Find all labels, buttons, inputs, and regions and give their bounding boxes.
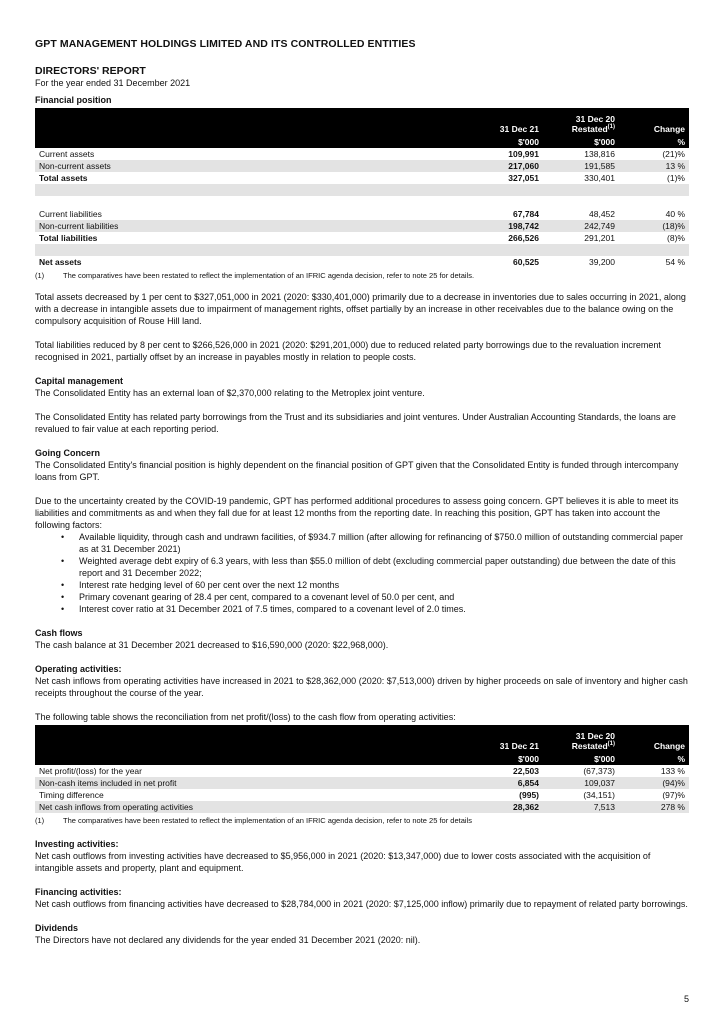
table-footnote: (1) The comparatives have been restated to reflect the implementation of an IFRIC agenda decision, refer to note 25 for details bbox=[35, 816, 472, 826]
col-header-2020: 31 Dec 20 Restated$^{(1)}$ bbox=[543, 108, 619, 136]
table-header-row bbox=[35, 725, 689, 753]
col-header-2021: 31 Dec 21 bbox=[435, 108, 543, 136]
cash-flows-heading: Cash flows bbox=[35, 628, 83, 639]
table-units-row: $'000 $'000 % bbox=[35, 136, 689, 148]
table-row: Non-cash items included in net profit 6,854 109,037 (94)% bbox=[35, 777, 689, 789]
total-assets-paragraph: Total assets decreased by 1 per cent to $327,051,000 in 2021 (2020: $330,401,000) primarily due to a decrease in inventories due to sales occurring in 2021, along with a decrease in intangible assets due to impairment of management rights, offset partially by an increase in other receivables due to the balance owing on the compulsory acquisition of Rouse Hill land. bbox=[35, 292, 686, 327]
company-name: GPT MANAGEMENT HOLDINGS LIMITED AND ITS CONTROLLED ENTITIES bbox=[35, 38, 416, 50]
capital-management-heading: Capital management bbox=[35, 376, 124, 387]
table-row-total: Net cash inflows from operating activities 28,362 7,513 278 % bbox=[35, 801, 689, 813]
table-units-row: $'000 $'000 % bbox=[35, 753, 689, 765]
table-row: Non-current liabilities 198,742 242,749 (18)% bbox=[35, 220, 689, 232]
table-row: Non-current assets 217,060 191,585 13 % bbox=[35, 160, 689, 172]
financial-position-table bbox=[35, 108, 689, 268]
table-footnote: (1) The comparatives have been restated to reflect the implementation of an IFRIC agenda decision, refer to note 25 for details. bbox=[35, 271, 475, 281]
table-row-total: Total assets 327,051 330,401 (1)% bbox=[39, 173, 685, 184]
dividends-paragraph: The Directors have not declared any dividends for the year ended 31 December 2021 (2020: nil). bbox=[35, 935, 421, 946]
table-row: Current liabilities 67,784 48,452 40 % bbox=[39, 209, 685, 220]
table-row-total: Total liabilities 266,526 291,201 (8)% bbox=[39, 233, 685, 244]
col-header-2021: 31 Dec 21 bbox=[435, 725, 543, 753]
report-period: For the year ended 31 December 2021 bbox=[35, 78, 191, 88]
table-row: Timing difference (995) (34,151) (97)% bbox=[39, 790, 685, 801]
financing-activities-paragraph: Net cash outflows from financing activities have decreased to $28,784,000 in 2021 (2020: $7,125,000 inflow) primarily due to repayment of related party borrowings. bbox=[35, 899, 688, 910]
capital-paragraph-1: The Consolidated Entity has an external loan of $2,370,000 relating to the Metroplex joint venture. bbox=[35, 388, 425, 399]
col-header-change: Change bbox=[619, 108, 689, 136]
document-page bbox=[35, 38, 689, 946]
table-row: Net profit/(loss) for the year 22,503 (67,373) 133 % bbox=[39, 766, 685, 777]
list-item: • Interest cover ratio at 31 December 2021 of 7.5 times, compared to a covenant level of 2.0 times. bbox=[79, 603, 689, 615]
going-concern-factors bbox=[35, 531, 689, 615]
list-item: • Interest rate hedging level of 60 per cent over the next 12 months bbox=[79, 579, 689, 591]
list-item: • Available liquidity, through cash and undrawn facilities, of $934.7 million (after allowing for refinancing of $750.0 million of outstanding commercial paper as at 31 December 2021) bbox=[79, 531, 689, 555]
going-concern-paragraph-1: The Consolidated Entity's financial position is highly dependent on the financial position of GPT given that the Consolidated Entity is funded through intercompany loans from GPT. bbox=[35, 460, 679, 483]
col-header-2020: 31 Dec 20 Restated$^{(1)}$ bbox=[543, 725, 619, 753]
table-header-row bbox=[35, 108, 689, 136]
going-concern-paragraph-2: Due to the uncertainty created by the COVID-19 pandemic, GPT has performed additional procedures to assess going concern. GPT believes it is able to meet its liabilities and commitments as and when they fall due for at least 12 months from the reporting date. In reaching this position, GPT has taken into account the following factors: bbox=[35, 496, 679, 531]
cash-flow-reconciliation-table bbox=[35, 725, 689, 813]
operating-activities-paragraph: Net cash inflows from operating activities have increased in 2021 to $28,362,000 (2020: $7,513,000) driven by higher proceeds on sale of inventory and higher cash receipts throughout the course of the year. bbox=[35, 676, 688, 699]
investing-activities-heading: Investing activities: bbox=[35, 839, 119, 850]
capital-paragraph-2: The Consolidated Entity has related party borrowings from the Trust and its subsidiaries and joint ventures. Under Australian Accounting Standards, the loans are revalued to fair value at each reporting period. bbox=[35, 412, 676, 435]
list-item: • Weighted average debt expiry of 6.3 years, with less than $55.0 million of debt (excluding commercial paper outstanding) due between the date of this report and 31 December 2022; bbox=[79, 555, 689, 579]
report-title: DIRECTORS' REPORT bbox=[35, 65, 146, 77]
table-row: Current assets 109,991 138,816 (21)% bbox=[39, 149, 685, 160]
table-row-net-assets: Net assets 60,525 39,200 54 % bbox=[39, 257, 685, 268]
operating-activities-heading: Operating activities: bbox=[35, 664, 122, 675]
financial-position-heading: Financial position bbox=[35, 95, 112, 106]
reconciliation-intro: The following table shows the reconciliation from net profit/(loss) to the cash flow from operating activities: bbox=[35, 712, 456, 723]
list-item: • Primary covenant gearing of 28.4 per cent, compared to a covenant level of 50.0 per cent, and bbox=[79, 591, 689, 603]
dividends-heading: Dividends bbox=[35, 923, 79, 934]
investing-activities-paragraph: Net cash outflows from investing activities have decreased to $5,956,000 in 2021 (2020: $13,347,000) due to lower costs associated with the acquisition of intangible assets and property, plant and equipment. bbox=[35, 851, 651, 874]
going-concern-heading: Going Concern bbox=[35, 448, 100, 459]
page-number: 5 bbox=[683, 994, 689, 1004]
cash-flows-paragraph: The cash balance at 31 December 2021 decreased to $16,590,000 (2020: $22,968,000). bbox=[35, 640, 389, 651]
total-liabilities-paragraph: Total liabilities reduced by 8 per cent to $266,526,000 in 2021 (2020: $291,201,000) due to reduced related party borrowings due to the revaluation increment recognised in 2021, partially offset by an increase in payables mostly in relation to people costs. bbox=[35, 340, 661, 363]
financing-activities-heading: Financing activities: bbox=[35, 887, 122, 898]
col-header-change: Change bbox=[619, 725, 689, 753]
